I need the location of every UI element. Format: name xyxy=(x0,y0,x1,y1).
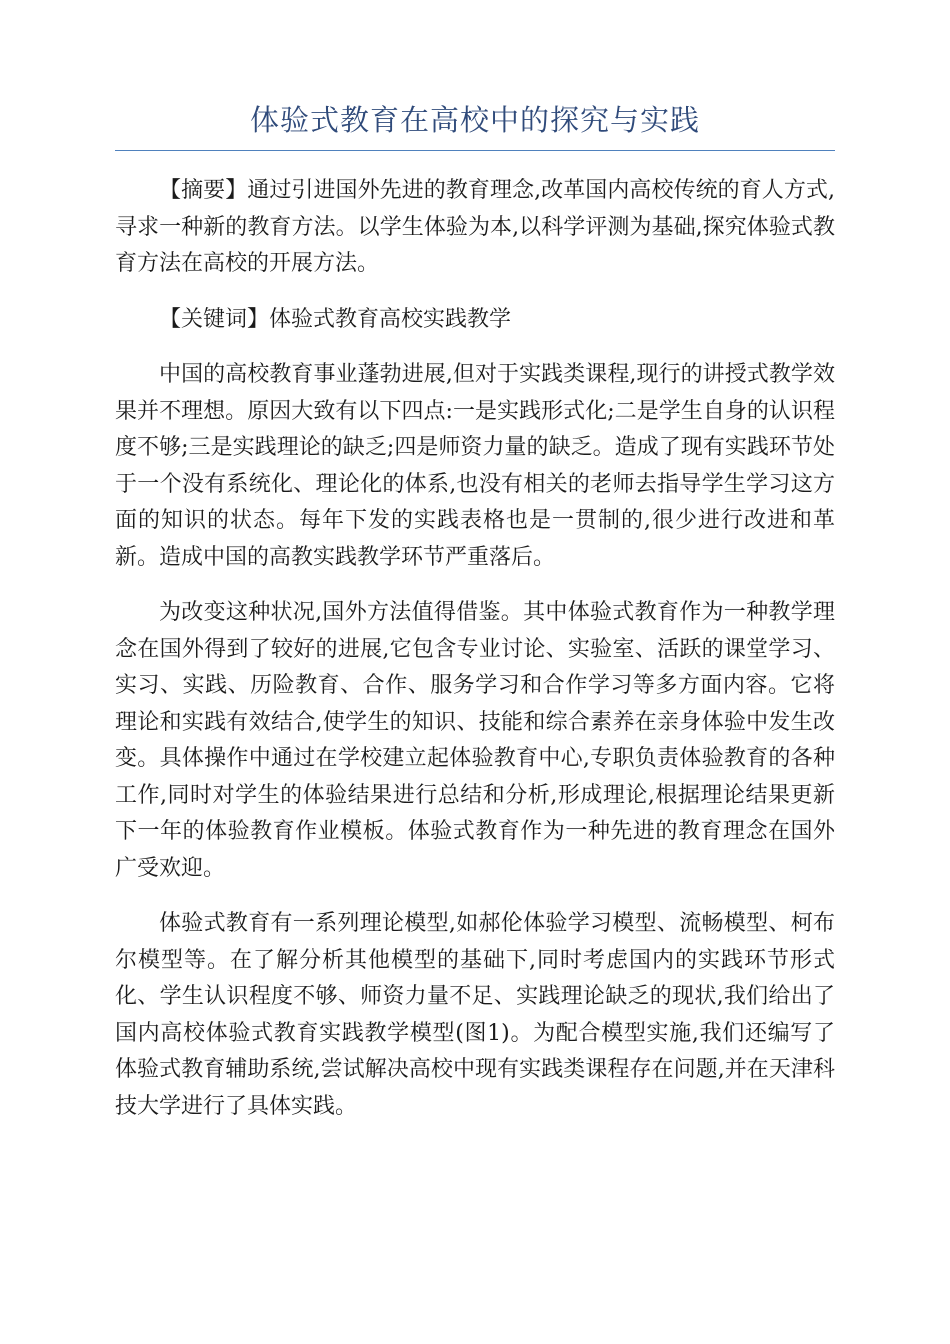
body-paragraph-3: 体验式教育有一系列理论模型,如郝伦体验学习模型、流畅模型、柯布尔模型等。在了解分析其他模型的基础下,同时考虑国内的实践环节形式化、学生认识程度不够、师资力量不足、实践理论缺乏的现状,我们给出了国内高校体验式教育实践教学模型(图1)。为配合模型实施,我们还编写了体验式教育辅助系统,尝试解决高校中现有实践类课程存在问题,并在天津科技大学进行了具体实践。 xyxy=(115,911,835,1119)
body-paragraph-1: 中国的高校教育事业蓬勃进展,但对于实践类课程,现行的讲授式教学效果并不理想。原因大致有以下四点:一是实践形式化;二是学生自身的认识程度不够;三是实践理论的缺乏;四是师资力量的缺乏。造成了现有实践环节处于一个没有系统化、理论化的体系,也没有相关的老师去指导学生学习这方面的知识的状态。每年下发的实践表格也是一贯制的,很少进行改进和革新。造成中国的高教实践教学环节严重落后。 xyxy=(115,362,835,570)
abstract-paragraph: 【摘要】通过引进国外先进的教育理念,改革国内高校传统的育人方式,寻求一种新的教育方法。以学生体验为本,以科学评测为基础,探究体验式教育方法在高校的开展方法。 xyxy=(115,178,835,276)
document-page xyxy=(115,100,835,1144)
keywords-paragraph: 【关键词】体验式教育高校实践教学 xyxy=(159,306,512,332)
document-title: 体验式教育在高校中的探究与实践 xyxy=(249,103,700,137)
title-underline xyxy=(115,150,835,151)
body-paragraph-2: 为改变这种状况,国外方法值得借鉴。其中体验式教育作为一种教学理念在国外得到了较好的进展,它包含专业讨论、实验室、活跃的课堂学习、实习、实践、历险教育、合作、服务学习和合作学习等多方面内容。它将理论和实践有效结合,使学生的知识、技能和综合素养在亲身体验中发生改变。具体操作中通过在学校建立起体验教育中心,专职负责体验教育的各种工作,同时对学生的体验结果进行总结和分析,形成理论,根据理论结果更新下一年的体验教育作业模板。体验式教育作为一种先进的教育理念在国外广受欢迎。 xyxy=(115,600,835,881)
